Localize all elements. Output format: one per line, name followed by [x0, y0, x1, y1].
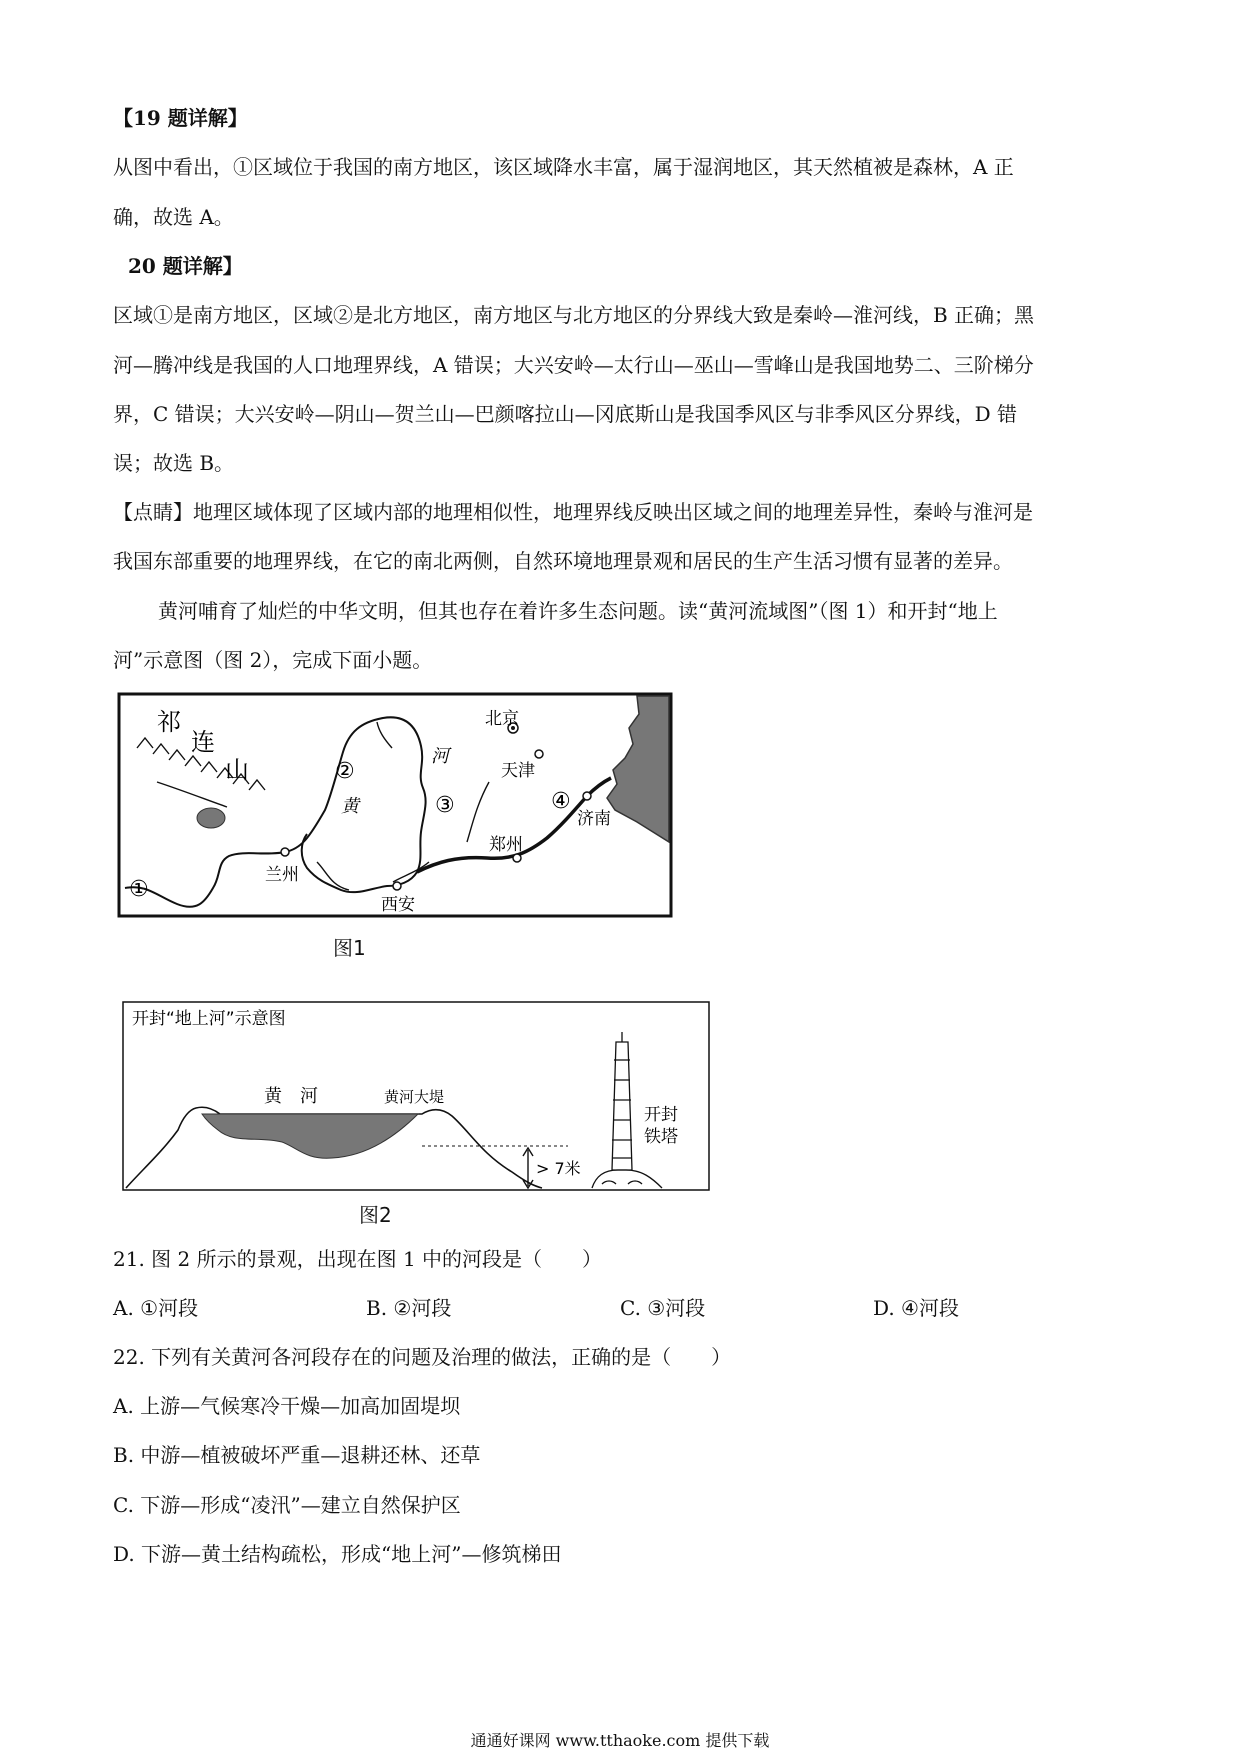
label-segment-4: ④: [551, 789, 571, 814]
q21-option-a: A. ①河段: [113, 1296, 199, 1320]
jinan-marker: [583, 792, 591, 800]
q22-option-d: D. 下游—黄土结构疏松，形成“地上河”—修筑梯田: [113, 1542, 562, 1566]
tianjin-marker: [535, 750, 543, 758]
label-zhengzhou: 郑州: [489, 835, 523, 855]
height-label: > 7米: [536, 1159, 581, 1178]
label-he: 河: [431, 746, 449, 767]
q19-line-2: 确，故选 A。: [113, 205, 234, 229]
label-xian: 西安: [381, 895, 415, 915]
figure-2-caption: 图2: [359, 1203, 392, 1227]
q20-line-4: 误；故选 B。: [113, 451, 235, 475]
label-shan: 山: [225, 756, 249, 784]
tip-line-2: 我国东部重要的地理界线，在它的南北两侧，自然环境地理景观和居民的生产生活习惯有显著的差异。: [113, 549, 1013, 573]
q21-option-b: B. ②河段: [366, 1296, 452, 1320]
q22-option-a: A. 上游—气候寒冷干燥—加高加固堤坝: [113, 1394, 461, 1418]
q21-option-d: D. ④河段: [873, 1296, 959, 1320]
q22-option-c: C. 下游—形成“凌汛”—建立自然保护区: [113, 1493, 461, 1517]
q20-line-1: 区域①是南方地区，区域②是北方地区，南方地区与北方地区的分界线大致是秦岭—淮河线，B 正确；黑: [113, 303, 1035, 327]
label-segment-3: ③: [435, 793, 455, 818]
q21-option-c: C. ③河段: [620, 1296, 706, 1320]
label-jinan: 济南: [577, 809, 611, 829]
q19-line-1: 从图中看出，①区域位于我国的南方地区，该区域降水丰富，属于湿润地区，其天然植被是森林，A 正: [113, 155, 1014, 179]
intro-line-1: 黄河哺育了灿烂的中华文明，但其也存在着许多生态问题。读“黄河流域图”（图 1）和开封“地上: [158, 599, 998, 623]
label-lanzhou: 兰州: [265, 865, 299, 885]
lanzhou-marker: [281, 848, 289, 856]
label-segment-2: ②: [335, 759, 355, 784]
label-lian: 连: [191, 728, 215, 756]
q20-line-3: 界，C 错误；大兴安岭—阴山—贺兰山—巴颜喀拉山—冈底斯山是我国季风区与非季风区分界线，D 错: [113, 402, 1018, 426]
q20-line-2: 河—腾冲线是我国的人口地理界线，A 错误；大兴安岭—太行山—巫山—雪峰山是我国地势二、三阶梯分: [113, 353, 1034, 377]
q22-stem: 22. 下列有关黄河各河段存在的问题及治理的做法，正确的是（ ）: [113, 1345, 732, 1369]
levee-label: 黄河大堤: [384, 1088, 445, 1106]
river-label: 黄 河: [264, 1086, 318, 1107]
label-qi: 祁: [157, 708, 181, 736]
intro-line-2: 河”示意图（图 2），完成下面小题。: [113, 648, 433, 672]
q20-heading: 20 题详解】: [128, 254, 243, 278]
yellow-river-basin-map: [117, 692, 677, 924]
label-segment-1: ①: [129, 877, 149, 902]
above-ground-river-diagram: [122, 990, 712, 1192]
figure-1-caption: 图1: [333, 936, 366, 960]
tip-line-1: 【点睛】地理区域体现了区域内部的地理相似性，地理界线反映出区域之间的地理差异性，秦岭与淮河是: [113, 500, 1033, 524]
label-tianjin: 天津: [501, 761, 535, 781]
xian-marker: [393, 882, 401, 890]
q21-stem: 21. 图 2 所示的景观，出现在图 1 中的河段是（ ）: [113, 1247, 603, 1271]
tower-label-1: 开封: [644, 1105, 678, 1125]
zhengzhou-marker: [513, 854, 521, 862]
q22-option-b: B. 中游—植被破坏严重—退耕还林、还草: [113, 1443, 481, 1467]
qinghai-lake: [197, 808, 225, 828]
page-footer: 通通好课网 www.tthaoke.com 提供下载: [470, 1731, 770, 1750]
q19-heading: 【19 题详解】: [113, 106, 248, 130]
label-huang: 黄: [341, 796, 359, 817]
diagram-title: 开封“地上河”示意图: [132, 1009, 286, 1029]
tower-label-2: 铁塔: [644, 1127, 678, 1147]
label-beijing: 北京: [485, 709, 519, 729]
